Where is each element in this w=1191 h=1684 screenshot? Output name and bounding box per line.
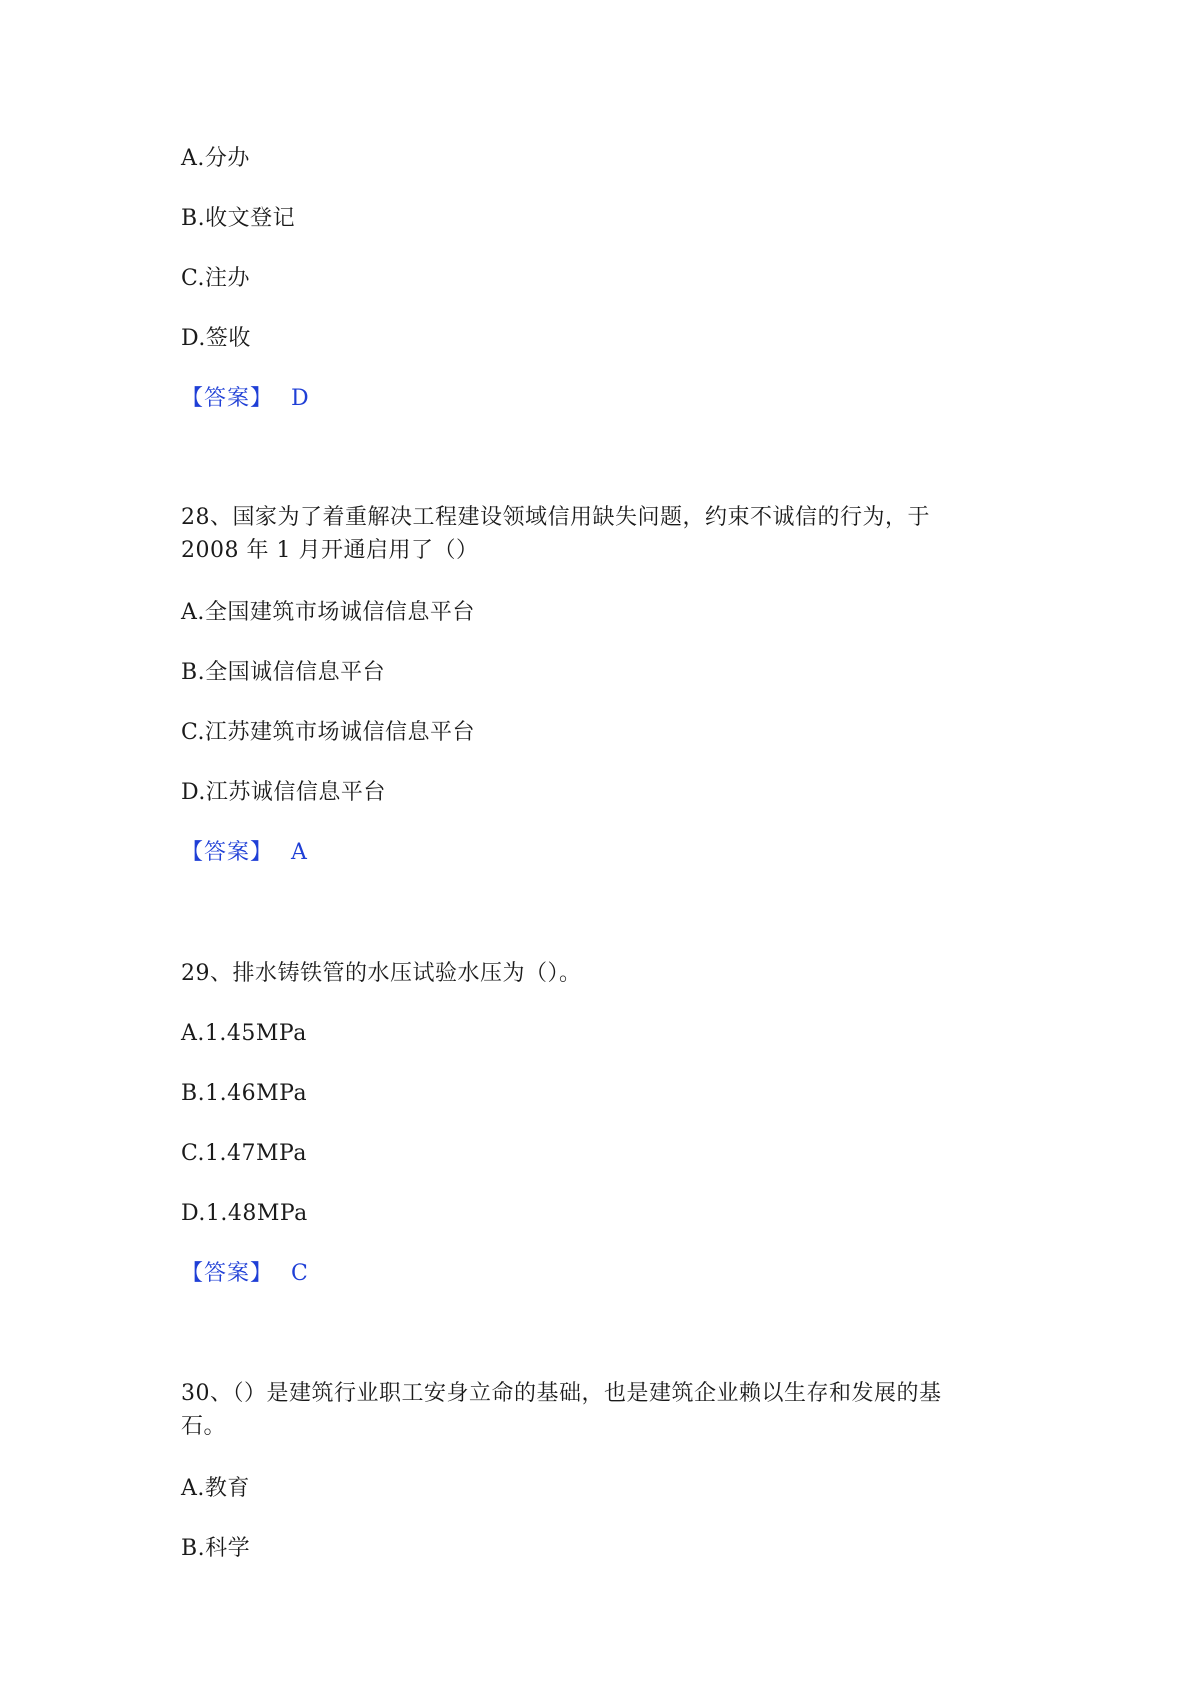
option-c: C.1.47MPa <box>181 1141 307 1166</box>
answer-row <box>181 1258 308 1290</box>
option-c: C.注办 <box>181 266 251 291</box>
option-c: C.江苏建筑市场诚信信息平台 <box>181 720 476 745</box>
option-b: B.收文登记 <box>181 206 296 231</box>
answer-row <box>181 383 309 415</box>
option-a: A.教育 <box>181 1476 250 1501</box>
option-d: D.签收 <box>181 326 251 351</box>
answer-value: C <box>291 1261 308 1286</box>
answer-value: D <box>291 386 309 411</box>
option-a: A.分办 <box>181 146 250 171</box>
question-stem: 29、排水铸铁管的水压试验水压为（）。 <box>181 961 582 986</box>
option-b: B.全国诚信信息平台 <box>181 660 386 685</box>
answer-label: 【答案】 <box>181 386 274 411</box>
answer-label: 【答案】 <box>181 1261 274 1286</box>
answer-value: A <box>291 840 307 865</box>
question-stem-continued: 2008 年 1 月开通启用了（） <box>181 538 479 563</box>
question-stem: 30、（）是建筑行业职工安身立命的基础，也是建筑企业赖以生存和发展的基 <box>181 1381 942 1406</box>
option-b: B.科学 <box>181 1536 251 1561</box>
option-d: D.1.48MPa <box>181 1201 308 1226</box>
option-b: B.1.46MPa <box>181 1081 308 1106</box>
option-a: A.全国建筑市场诚信信息平台 <box>181 600 475 625</box>
question-stem-continued: 石。 <box>181 1414 227 1439</box>
option-a: A.1.45MPa <box>181 1021 307 1046</box>
answer-label: 【答案】 <box>181 840 274 865</box>
option-d: D.江苏诚信信息平台 <box>181 780 386 805</box>
answer-row <box>181 837 307 869</box>
question-stem: 28、国家为了着重解决工程建设领域信用缺失问题，约束不诚信的行为，于 <box>181 505 930 530</box>
